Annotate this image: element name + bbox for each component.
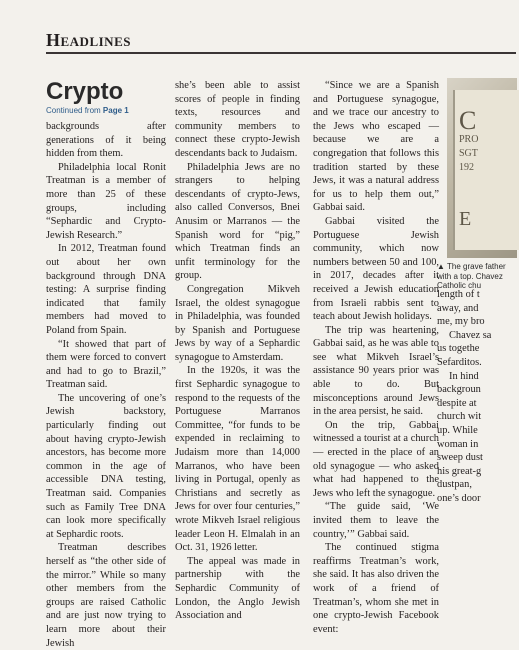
article-paragraph: dustpan, [437, 479, 472, 491]
article-column-4 [437, 288, 517, 512]
article-paragraph: Chavez sa [449, 329, 492, 341]
article-paragraph: “It showed that part of them were forced to convert and had to go to Brazil,” Treatman said. [46, 338, 166, 391]
article-paragraph: The appeal was made in partnership with the Sephardic Community of London, the Anglo Jewish Association and [175, 555, 300, 622]
continued-prefix: Continued from [46, 106, 103, 115]
article-paragraph: backgroun [437, 384, 481, 396]
engraving-text: C [459, 106, 477, 135]
gravestone-photo [447, 78, 517, 258]
article-paragraph: In hind [449, 370, 479, 382]
article-paragraph: The trip was heartening, Gabbai said, as he was able to see what Mikveh Israel’s assistance 90 years prior was able to do. But misconceptions around Jews in the area persist, he said. [313, 324, 439, 418]
section-rule [46, 52, 516, 54]
article-paragraph: sweep dust [437, 452, 483, 464]
article-paragraph: length of t [437, 289, 480, 300]
article-paragraph: The continued stigma reaffirms Treatman’s work, she said. It has also driven the work of a friend of Treatman’s, whom she met in one crypto-Jewish Facebook event: [313, 542, 439, 635]
article-paragraph: Treatman describes herself as “the other side of the mirror.” While so many other members from the groups are raised Catholic and are just now trying to learn more about their Jewish [46, 542, 166, 649]
photo-caption [437, 262, 517, 291]
article-paragraph: Philadelphia Jews are no strangers to helping descendants of crypto-Jews, also called Conversos, Bnei Anusim or Marranos — the Spanish word for “pig,” which Treatman finds an unfit terminology for the group. [175, 161, 300, 282]
caption-marker: ▲ [437, 262, 445, 271]
section-heading: Headlines [46, 30, 131, 50]
article-paragraph: “Since we are a Spanish and Portuguese synagogue, and we trace our ancestry to the Jews who escaped — because we are a congregation that follows this tradition started by these Jews, it was a natural address for us to help them out,” Gabbai said. [313, 80, 439, 214]
article-paragraph: Gabbai visited the Portuguese Jewish community, which now numbers between 50 and 100, in 2017, decades after it received a Jewish education from Israeli rabbis sent to teach about Jewish holidays. [313, 215, 439, 323]
article-paragraph: On the trip, Gabbai witnessed a tourist at a church — erected in the place of an old synagogue — who asked what had happened to the Jews who left the synagogue. [313, 419, 439, 499]
engraving-text: E [459, 208, 472, 230]
article-paragraph: she’s been able to assist scores of people in finding texts, resources and community members to connect these crypto-Jewish descendants back to Judaism. [175, 80, 300, 159]
article-paragraph: In the 1920s, it was the first Sephardic synagogue to respond to the requests of the Portuguese Marranos Committee, “for funds to be expended in reclaiming to Judaism more than 14,000 Marranos, who have been living in Portugal, openly as Christians and secretly as Jews for over four centuries,” wrote Mikveh Israel religious leader Leon H. Elmalah in an Oct. 31, 1926 letter. [175, 365, 300, 554]
article-paragraph: Philadelphia local Ronit Treatman is a member of more than 25 of these groups, including “Sephardic and Crypto-Jewish Research.” [46, 161, 166, 241]
article-paragraph: us togethe [437, 343, 480, 355]
article-paragraph: woman in [437, 438, 479, 450]
article-paragraph: despite at [437, 397, 477, 409]
article-paragraph: backgrounds after generations of it being hidden from them. [46, 121, 166, 160]
article-paragraph: away, and [437, 302, 479, 314]
continued-from-line [46, 106, 129, 115]
engraving-text: 192 [459, 162, 474, 173]
article-title: Crypto [46, 78, 124, 105]
engraving-text: PRO [459, 134, 479, 145]
article-paragraph: up. While [437, 424, 478, 436]
article-paragraph: his great-g [437, 465, 482, 477]
article-paragraph: The uncovering of one’s Jewish backstory, particularly finding out about having crypto-Jewish ancestors, has become more common in the age of accessible DNA testing, Treatman said. Companies such as Family Tree DNA can look more specifically at Sephardic roots. [46, 392, 166, 540]
article-paragraph: “The guide said, ‘We invited them to leave the country,’” Gabbai said. [313, 501, 439, 540]
article-paragraph: me, my bro [437, 316, 485, 328]
continued-page-link[interactable]: Page 1 [102, 106, 129, 115]
caption-text: The grave father with a top. Chavez Catholic chu [437, 262, 506, 290]
article-paragraph: Congregation Mikveh Israel, the oldest synagogue in Philadelphia, was founded by Spanish and Portuguese Jews by way of a Sephardic synagogue to Amsterdam. [175, 283, 300, 363]
engraving-text: SGT [459, 148, 478, 159]
article-paragraph: In 2012, Treatman found out about her own background through DNA testing: A surprise finding indicated that family members had moved to Poland from Spain. [46, 243, 166, 336]
article-column-3 [313, 79, 439, 635]
article-column-1 [46, 120, 166, 649]
article-paragraph: Sefarditos. [437, 356, 482, 368]
article-column-2 [175, 79, 300, 622]
article-paragraph: one’s door [437, 492, 481, 504]
article-paragraph: church wit [437, 411, 482, 423]
